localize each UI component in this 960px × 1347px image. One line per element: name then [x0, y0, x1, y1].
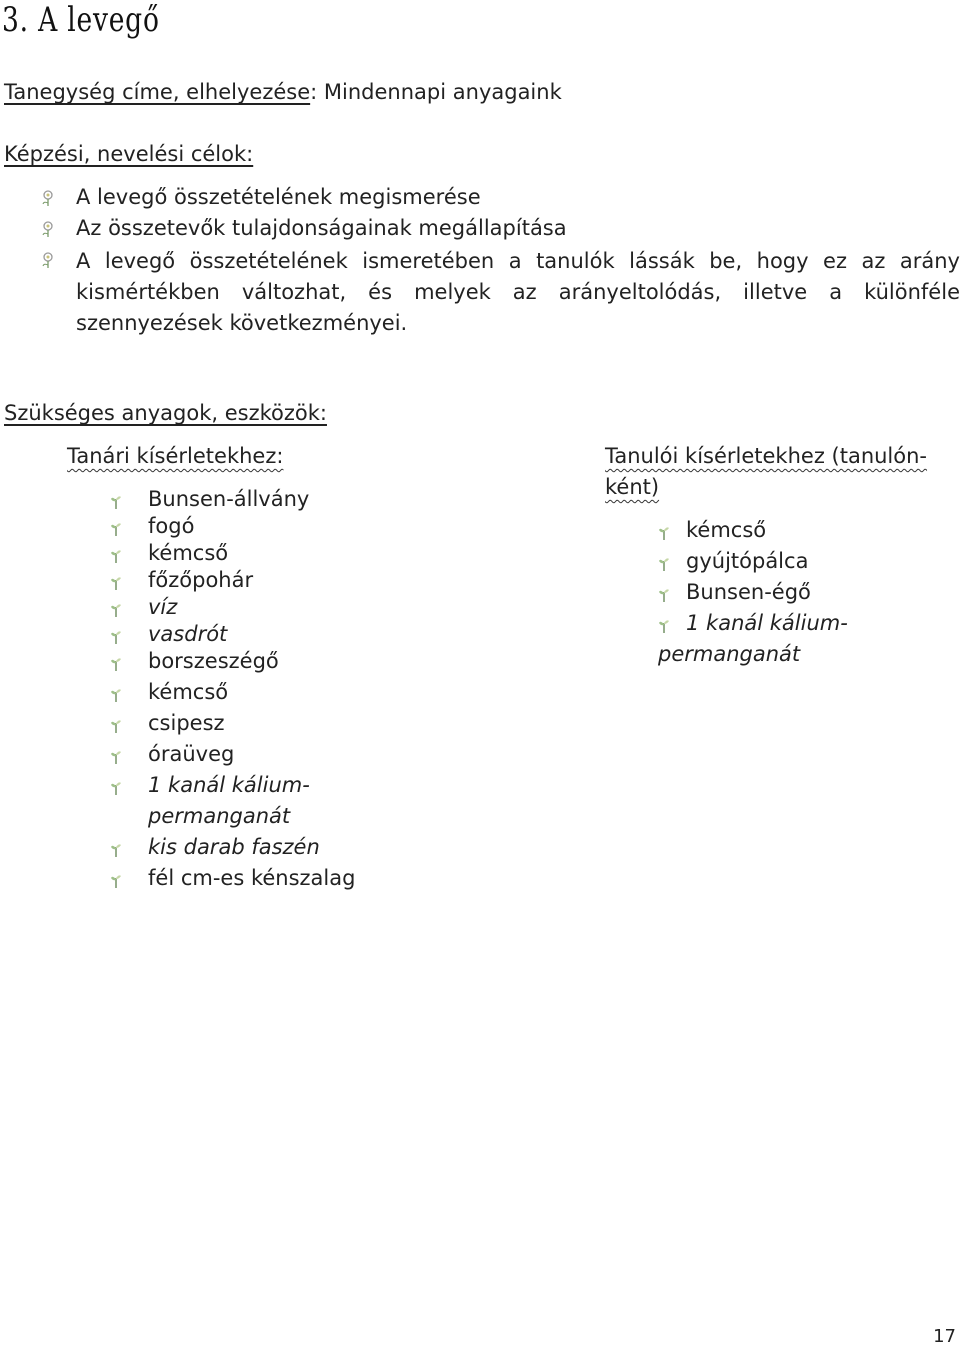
goal-text: Az összetevők tulajdonságainak megállapítása	[76, 216, 567, 240]
sprout-bullet-icon	[110, 777, 122, 801]
list-item: fél cm-es kénszalag	[148, 866, 356, 890]
list-item: fogó	[148, 514, 195, 538]
list-item: kémcső	[148, 680, 229, 704]
goals-heading: Képzési, nevelési célok:	[4, 142, 254, 166]
sprout-bullet-icon	[110, 491, 122, 515]
sprout-bullet-icon	[110, 653, 122, 677]
student-heading-line2: ként)	[605, 475, 660, 499]
unit-separator: :	[310, 80, 324, 104]
sprout-bullet-icon	[110, 870, 122, 894]
list-item: kis darab faszén	[148, 835, 320, 859]
teacher-heading: Tanári kísérletekhez:	[67, 444, 284, 468]
sprout-bullet-icon	[110, 545, 122, 569]
flower-bullet-icon	[40, 188, 56, 212]
list-item-continuation: permanganát	[658, 642, 801, 666]
sprout-bullet-icon	[110, 715, 122, 739]
flower-bullet-icon	[40, 250, 56, 274]
unit-value: Mindennapi anyagaink	[323, 80, 562, 104]
list-item: kémcső	[686, 518, 767, 542]
list-item: óraüveg	[148, 742, 235, 766]
unit-label: Tanegység címe, elhelyezése	[4, 80, 311, 104]
list-item: Bunsen-állvány	[148, 487, 310, 511]
sprout-bullet-icon	[110, 746, 122, 770]
list-item: Bunsen-égő	[686, 580, 811, 604]
sprout-bullet-icon	[110, 839, 122, 863]
sprout-bullet-icon	[658, 584, 670, 608]
list-item: kémcső	[148, 541, 229, 565]
list-item: víz	[148, 595, 178, 619]
student-heading-line1: Tanulói kísérletekhez (tanulón-	[605, 444, 928, 468]
unit-line	[4, 80, 562, 104]
sprout-bullet-icon	[658, 553, 670, 577]
sprout-bullet-icon	[110, 518, 122, 542]
list-item: gyújtópálca	[686, 549, 809, 573]
sprout-bullet-icon	[110, 599, 122, 623]
list-item: 1 kanál kálium-	[686, 611, 848, 635]
sprout-bullet-icon	[658, 522, 670, 546]
page-number: 17	[933, 1326, 956, 1347]
sprout-bullet-icon	[110, 684, 122, 708]
sprout-bullet-icon	[110, 626, 122, 650]
sprout-bullet-icon	[658, 615, 670, 639]
sprout-bullet-icon	[110, 572, 122, 596]
page-title: 3. A levegő	[2, 0, 160, 40]
goal-text: A levegő összetételének ismeretében a tanulók lássák be, hogy ez az arány kismértékben változhat, és melyek az arányeltolódás, illetve a különféle szennyezések következményei.	[76, 249, 960, 335]
list-item: főzőpohár	[148, 568, 254, 592]
materials-heading: Szükséges anyagok, eszközök:	[4, 401, 327, 425]
list-item: vasdrót	[148, 622, 228, 646]
list-item: csipesz	[148, 711, 225, 735]
list-item: borszeszégő	[148, 649, 279, 673]
goal-text: A levegő összetételének megismerése	[76, 185, 481, 209]
flower-bullet-icon	[40, 219, 56, 243]
list-item-continuation: permanganát	[148, 804, 291, 828]
list-item: 1 kanál kálium-	[148, 773, 310, 797]
